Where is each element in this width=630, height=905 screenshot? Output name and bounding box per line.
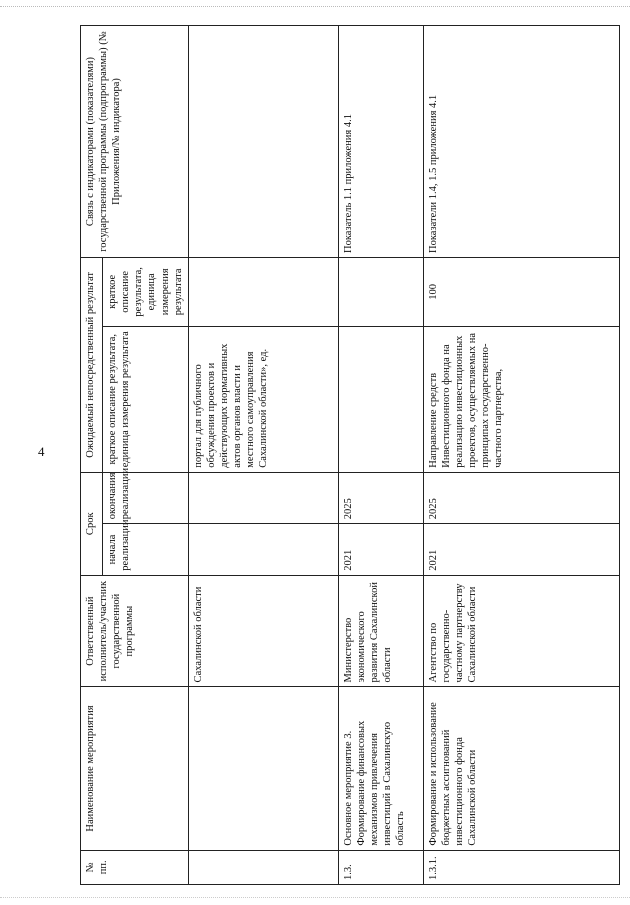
header-result: Ожидаемый непосредственный результат	[81, 257, 103, 472]
cell-link: Показатель 1.1 приложения 4.1	[338, 26, 423, 258]
cell-result-value	[188, 257, 338, 326]
cell-start: 2021	[423, 524, 619, 576]
header-term: Срок	[81, 472, 103, 575]
cell-num: 1.3.	[338, 850, 423, 884]
cell-end: 2025	[338, 472, 423, 524]
cell-num	[188, 850, 338, 884]
rotated-table-wrapper	[80, 25, 620, 885]
cell-name: Основное мероприятие 3. Формирование финансовых механизмов привлечения инвестиций в Сахалинскую область	[338, 687, 423, 850]
header-term-start: начала реализации	[103, 524, 189, 576]
cell-executor: Министерство экономического развития Сахалинской области	[338, 575, 423, 687]
header-name: Наименование мероприятия	[81, 687, 189, 850]
table-row	[338, 26, 423, 885]
scan-edge-top	[0, 6, 630, 7]
cell-executor: Сахалинской области	[188, 575, 338, 687]
header-result-value: краткое описание результата, единица измерения результата	[103, 257, 189, 326]
cell-link: Показатели 1.4, 1.5 приложения 4.1	[423, 26, 619, 258]
cell-end: 2025	[423, 472, 619, 524]
measures-table	[80, 25, 620, 885]
scan-edge-bottom	[0, 897, 630, 898]
cell-start: 2021	[338, 524, 423, 576]
cell-link	[188, 26, 338, 258]
cell-name: Формирование и использование бюджетных ассигнований инвестиционного фонда Сахалинской области	[423, 687, 619, 850]
cell-result-desc: Направление средств Инвестиционного фонда на реализацию инвестиционных проектов, осуществляемых на принципах государственно-частного партнерства,	[423, 326, 619, 472]
cell-end	[188, 472, 338, 524]
cell-num: 1.3.1.	[423, 850, 619, 884]
cell-name	[188, 687, 338, 850]
cell-result-value: 100	[423, 257, 619, 326]
page-number: 4	[38, 444, 45, 459]
cell-executor: Агентство по государственно-частному партнерству Сахалинской области	[423, 575, 619, 687]
cell-result-value	[338, 257, 423, 326]
header-executor: Ответственный исполнитель/участник государственной программы	[81, 575, 189, 687]
cell-start	[188, 524, 338, 576]
table-row	[188, 26, 338, 885]
header-result-desc: краткое описание результата, единица измерения результата	[103, 326, 189, 472]
header-link: Связь с индикаторами (показателями) государственной программы (подпрограммы) (№ Приложения/№ индикатора)	[81, 26, 189, 258]
header-num: № пп.	[81, 850, 189, 884]
table-row	[423, 26, 619, 885]
cell-result-desc	[338, 326, 423, 472]
header-term-end: окончания реализации	[103, 472, 189, 524]
cell-result-desc: портал для публичного обсуждения проектов и действующих нормативных актов органов власти и местного самоуправления Сахалинской области», ед.	[188, 326, 338, 472]
